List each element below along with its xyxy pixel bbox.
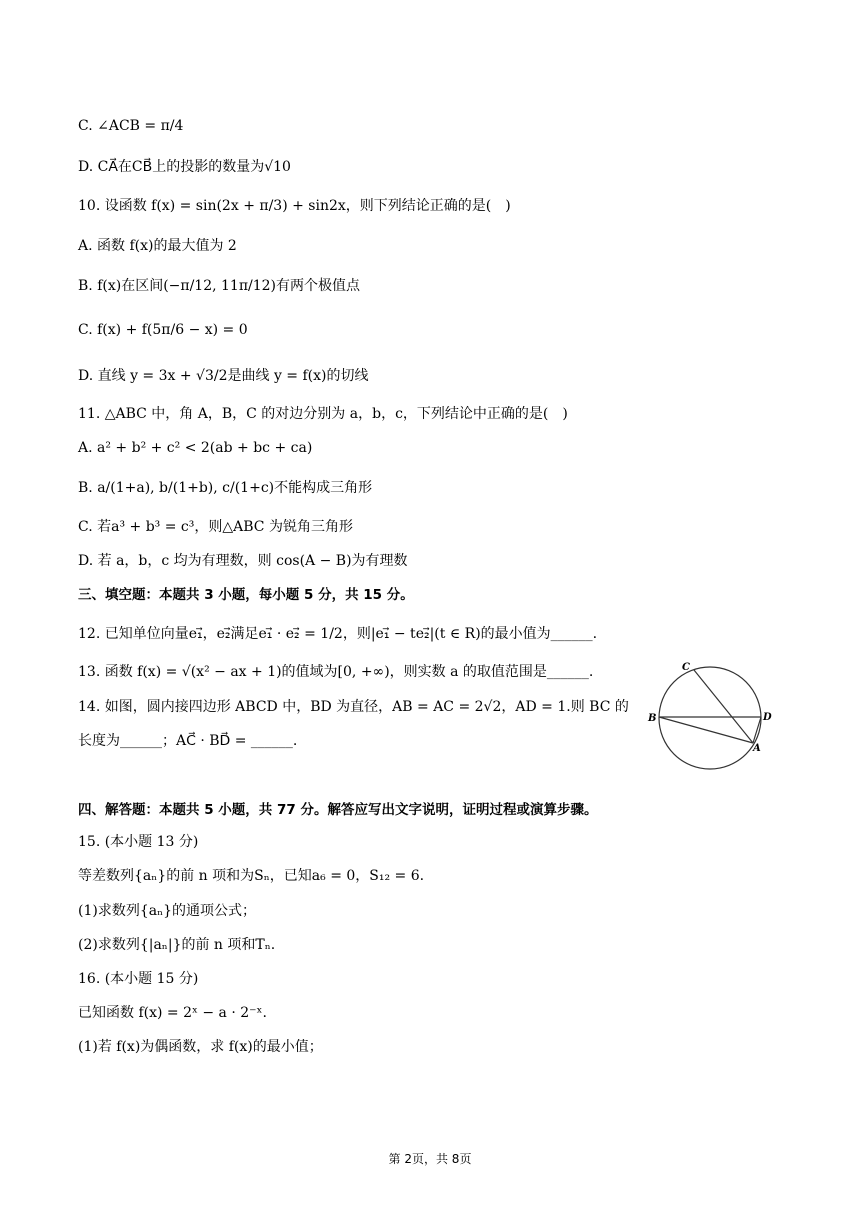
option-9d: D. CA⃗在CB⃗上的投影的数量为√10 [78,159,291,175]
option-10b: B. f(x)在区间(−π/12, 11π/12)有两个极值点 [78,278,361,294]
option-10c: C. f(x) + f(5π/6 − x) = 0 [78,322,248,338]
label-a: A [753,743,761,754]
question-16-part1: (1)若 f(x)为偶函数，求 f(x)的最小值； [78,1039,323,1055]
question-15-stem: 等差数列{aₙ}的前 n 项和为Sₙ，已知a₆ = 0，S₁₂ = 6. [78,868,425,884]
label-c: C [682,662,690,673]
question-15-part2: (2)求数列{|aₙ|}的前 n 项和Tₙ. [78,937,276,953]
section-fill-in: 三、填空题：本题共 3 小题，每小题 5 分，共 15 分。 [78,587,414,603]
question-14: 14. 如图，圆内接四边形 ABCD 中，BD 为直径，AB = AC = 2√2，AD = 1.则 BC 的 [78,699,629,715]
option-11d: D. 若 a，b，c 均为有理数，则 cos(A − B)为有理数 [78,553,408,569]
question-14-cont: 长度为______；AC⃗ · BD⃗ = ______. [78,733,298,749]
question-11: 11. △ABC 中，角 A，B，C 的对边分别为 a，b，c，下列结论中正确的是( ) [78,406,568,422]
option-11a: A. a² + b² + c² < 2(ab + bc + ca) [78,440,313,456]
option-11c: C. 若a³ + b³ = c³，则△ABC 为锐角三角形 [78,519,353,535]
question-16-stem: 已知函数 f(x) = 2ˣ − a · 2⁻ˣ. [78,1005,267,1021]
chord-ba [659,717,753,743]
section-solutions: 四、解答题：本题共 5 小题，共 77 分。解答应写出文字说明，证明过程或演算步骤。 [78,802,598,818]
question-12: 12. 已知单位向量e₁⃗，e₂⃗满足e₁⃗ · e₂⃗ = 1/2，则|e₁⃗ − te₂⃗|(t ∈ R)的最小值为______. [78,626,598,642]
question-10: 10. 设函数 f(x) = sin(2x + π/3) + sin2x，则下列结论正确的是( ) [78,198,511,214]
option-10d: D. 直线 y = 3x + √3/2是曲线 y = f(x)的切线 [78,368,369,384]
circle-outline [659,667,761,769]
label-d: D [763,712,772,723]
label-b: B [648,713,657,724]
page-footer: 第 2页，共 8页 [388,1152,472,1166]
option-9c: C. ∠ACB = π/4 [78,118,184,134]
question-15-header: 15. (本小题 13 分) [78,834,199,850]
question-15-part1: (1)求数列{aₙ}的通项公式； [78,903,257,919]
option-10a: A. 函数 f(x)的最大值为 2 [78,238,237,254]
question-13: 13. 函数 f(x) = √(x² − ax + 1)的值域为[0, +∞)，则实数 a 的取值范围是______. [78,664,594,680]
option-11b: B. a/(1+a), b/(1+b), c/(1+c)不能构成三角形 [78,480,373,496]
chord-ca [694,670,753,743]
circle-quadrilateral-figure [646,660,786,770]
question-16-header: 16. (本小题 15 分) [78,971,199,987]
